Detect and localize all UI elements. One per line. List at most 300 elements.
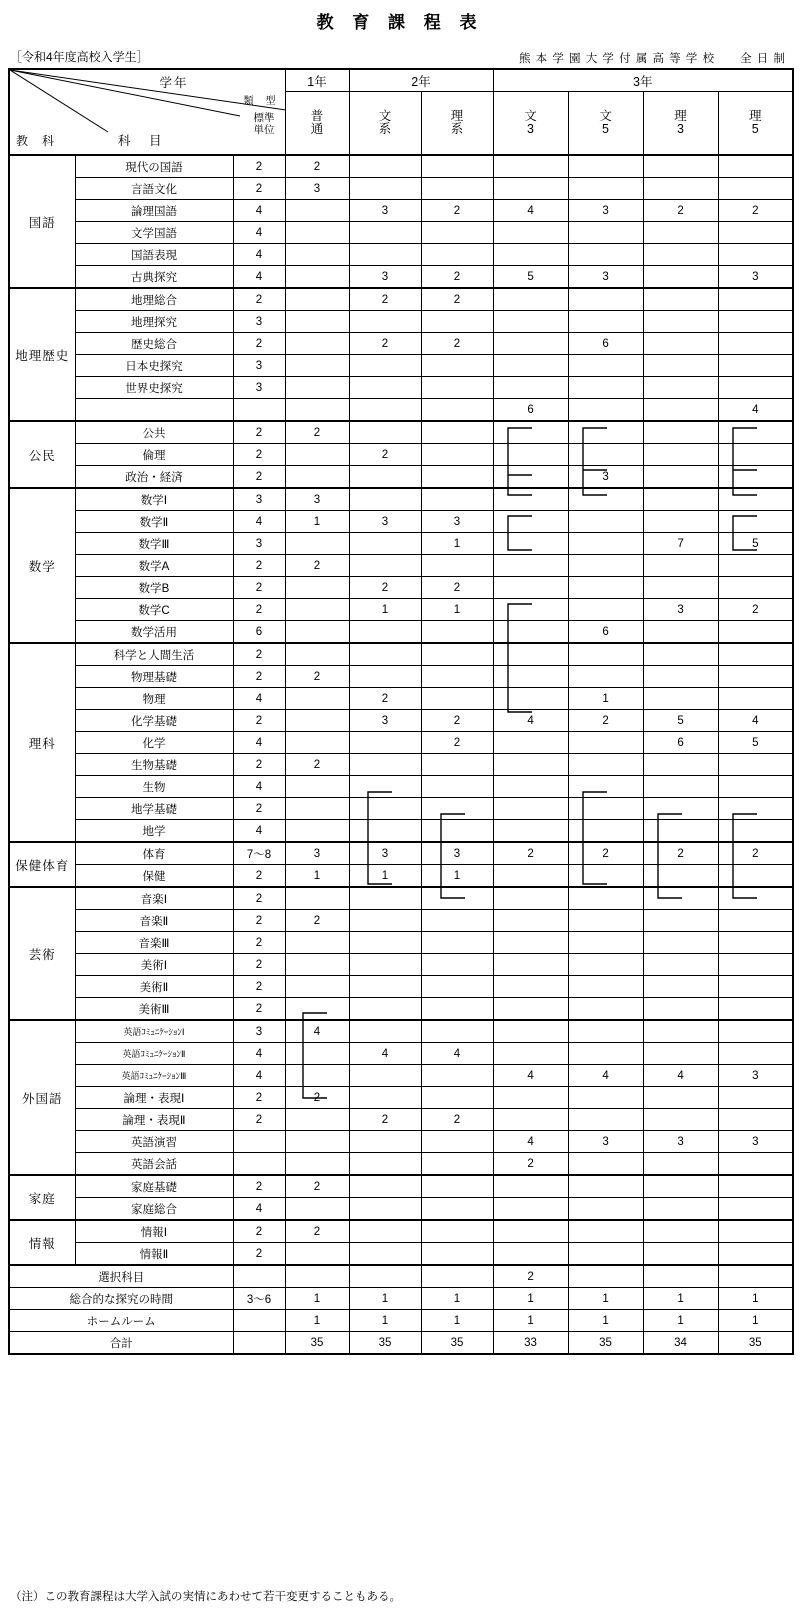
table-row [9,932,793,954]
course-header-line2: 系 [450,122,464,136]
standard-credit-cell: 2 [233,333,285,355]
credit-cell [643,820,718,843]
credit-cell [285,732,349,754]
table-row [9,710,793,732]
credit-cell [285,776,349,798]
credit-cell [493,643,568,666]
credit-cell [349,1065,421,1087]
credit-cell [349,178,421,200]
credit-cell [568,976,643,998]
standard-credit-cell: 2 [233,710,285,732]
credit-cell [349,1087,421,1109]
course-name-cell: 科学と人間生活 [75,643,233,666]
credit-cell [718,1043,793,1065]
credit-cell [493,887,568,910]
credit-cell [421,754,493,776]
credit-cell [349,776,421,798]
credit-cell [285,643,349,666]
credit-cell [285,444,349,466]
table-row [9,754,793,776]
credit-cell: 2 [349,1109,421,1131]
course-name-cell: 保健 [75,865,233,888]
credit-cell: 2 [493,1265,568,1288]
credit-cell [643,1265,718,1288]
credit-cell [643,399,718,422]
footer-label-cell: 合計 [9,1332,233,1355]
course-name-cell: 古典探究 [75,266,233,289]
credit-cell [421,688,493,710]
table-row [9,511,793,533]
credit-cell: 2 [718,200,793,222]
credit-cell [568,998,643,1021]
credit-cell: 2 [285,666,349,688]
standard-credit-cell: 2 [233,932,285,954]
credit-cell [568,178,643,200]
standard-credit-cell: 3 [233,1020,285,1043]
credit-cell: 1 [349,1288,421,1310]
credit-cell: 35 [568,1332,643,1355]
credit-cell [349,155,421,178]
credit-cell: 4 [718,399,793,422]
table-row [9,643,793,666]
credit-cell [349,1175,421,1198]
credit-cell [718,932,793,954]
credit-cell [493,599,568,621]
credit-cell [718,222,793,244]
table-row [9,1065,793,1087]
credit-cell: 1 [285,511,349,533]
table-row [9,865,793,888]
credit-cell [568,355,643,377]
credit-cell [568,311,643,333]
table-row [9,444,793,466]
credit-cell [718,865,793,888]
credit-cell [349,887,421,910]
credit-cell: 35 [421,1332,493,1355]
credit-cell [643,333,718,355]
course-name-cell: 地理総合 [75,288,233,311]
credit-cell [718,798,793,820]
credit-cell [643,444,718,466]
credit-cell: 2 [421,333,493,355]
credit-cell [643,555,718,577]
credit-cell [349,1153,421,1176]
credit-cell [285,1109,349,1131]
credit-cell [493,754,568,776]
credit-cell [349,1220,421,1243]
course-name-cell: 現代の国語 [75,155,233,178]
credit-cell [349,244,421,266]
subject-cell: 情報 [9,1220,75,1265]
credit-cell [285,599,349,621]
course-header [643,92,718,156]
standard-credit-cell: 3 [233,377,285,399]
credit-cell: 2 [421,577,493,599]
credit-cell [718,311,793,333]
credit-cell [568,1243,643,1266]
standard-credit-cell: 3 [233,355,285,377]
table-row [9,1332,793,1355]
table-row [9,1265,793,1288]
credit-cell: 2 [643,842,718,865]
credit-cell: 3 [718,1065,793,1087]
credit-cell [643,421,718,444]
credit-cell [493,1243,568,1266]
credit-cell: 1 [421,1310,493,1332]
credit-cell [718,910,793,932]
credit-cell [643,621,718,644]
credit-cell [718,820,793,843]
course-header-line1: 文 [524,108,537,123]
standard-credit-cell: 2 [233,1109,285,1131]
credit-cell: 2 [643,200,718,222]
credit-cell [493,954,568,976]
credit-cell [285,1043,349,1065]
credit-cell [421,621,493,644]
standard-credit-cell: 4 [233,1065,285,1087]
course-name-cell: 家庭基礎 [75,1175,233,1198]
footer-label-cell: ホームルーム [9,1310,233,1332]
standard-credit-cell [233,1265,285,1288]
credit-cell: 1 [285,1310,349,1332]
credit-cell [643,311,718,333]
credit-cell: 2 [421,266,493,289]
credit-cell: 1 [493,1310,568,1332]
credit-cell [421,776,493,798]
credit-cell [643,577,718,599]
header-row-year [9,69,793,92]
credit-cell [285,466,349,489]
credit-cell [349,820,421,843]
credit-cell [718,666,793,688]
credit-cell [568,910,643,932]
course-name-cell: 物理 [75,688,233,710]
table-row [9,200,793,222]
credit-cell: 2 [421,710,493,732]
credit-cell [643,932,718,954]
credit-cell [718,333,793,355]
standard-credit-cell: 4 [233,688,285,710]
credit-cell [421,1243,493,1266]
credit-cell [643,377,718,399]
table-row [9,998,793,1021]
standard-credit-cell: 2 [233,865,285,888]
credit-cell [285,333,349,355]
table-row [9,466,793,489]
credit-cell [285,710,349,732]
credit-cell [493,688,568,710]
standard-credit-cell: 2 [233,1087,285,1109]
credit-cell [568,288,643,311]
credit-cell [349,1131,421,1153]
credit-cell [493,621,568,644]
credit-cell: 2 [285,910,349,932]
credit-cell [643,178,718,200]
credit-cell: 6 [568,621,643,644]
credit-cell: 7 [643,533,718,555]
credit-cell [421,222,493,244]
credit-cell: 3 [349,200,421,222]
credit-cell [643,466,718,489]
credit-cell [421,466,493,489]
table-row [9,555,793,577]
credit-cell: 2 [349,444,421,466]
credit-cell [718,621,793,644]
credit-cell [349,932,421,954]
credit-cell [643,1153,718,1176]
credit-cell [285,266,349,289]
credit-cell [421,1265,493,1288]
credit-cell [568,798,643,820]
credit-cell [349,311,421,333]
year-header: 1年 [285,69,349,92]
standard-credit-cell: 2 [233,555,285,577]
credit-cell [568,1265,643,1288]
credit-cell [718,377,793,399]
credit-cell: 4 [568,1065,643,1087]
standard-credit-cell: 3 [233,533,285,555]
course-name-cell: 情報Ⅱ [75,1243,233,1266]
course-header [285,92,349,156]
table-row [9,355,793,377]
credit-cell [421,798,493,820]
credit-cell: 4 [493,710,568,732]
course-name-cell: 美術Ⅲ [75,998,233,1021]
credit-cell [568,1175,643,1198]
credit-cell [493,222,568,244]
credit-cell [421,666,493,688]
credit-cell [643,155,718,178]
course-name-cell: 数学C [75,599,233,621]
credit-cell [349,666,421,688]
credit-cell [285,1198,349,1221]
credit-cell: 2 [349,333,421,355]
credit-cell [285,222,349,244]
credit-cell [568,511,643,533]
subject-cell: 外国語 [9,1020,75,1175]
credit-cell [718,887,793,910]
credit-cell [718,244,793,266]
credit-cell: 2 [349,688,421,710]
course-name-cell: 地学基礎 [75,798,233,820]
credit-cell [285,954,349,976]
table-row [9,1020,793,1043]
table-row [9,533,793,555]
credit-cell [285,577,349,599]
table-row [9,1175,793,1198]
standard-credit-cell: 4 [233,266,285,289]
credit-cell [643,910,718,932]
credit-cell [493,311,568,333]
credit-cell: 3 [568,266,643,289]
credit-cell [349,421,421,444]
standard-credit-cell: 4 [233,1043,285,1065]
credit-cell: 33 [493,1332,568,1355]
standard-credit-cell: 2 [233,1220,285,1243]
credit-cell [493,820,568,843]
credit-cell [349,1243,421,1266]
subject-cell: 理科 [9,643,75,842]
course-name-cell: 公共 [75,421,233,444]
credit-cell [568,1220,643,1243]
credit-cell [643,976,718,998]
credit-cell: 1 [421,533,493,555]
credit-cell [421,1020,493,1043]
credit-cell: 1 [421,1288,493,1310]
credit-cell: 3 [285,842,349,865]
credit-cell: 2 [285,555,349,577]
subject-cell: 公民 [9,421,75,488]
credit-cell: 2 [285,1087,349,1109]
standard-credit-cell: 2 [233,998,285,1021]
credit-cell: 3 [718,266,793,289]
credit-cell [285,377,349,399]
subject-cell: 国語 [9,155,75,288]
credit-cell [349,377,421,399]
credit-cell [493,1043,568,1065]
credit-cell [568,533,643,555]
standard-credit-cell: 2 [233,577,285,599]
credit-cell [493,865,568,888]
course-name-cell: 倫理 [75,444,233,466]
course-name-cell: 論理・表現Ⅰ [75,1087,233,1109]
credit-cell [493,1020,568,1043]
credit-cell [568,377,643,399]
standard-credit-cell: 4 [233,732,285,754]
course-name-cell: 英語会話 [75,1153,233,1176]
corner-label-kamoku: 科 目 [118,134,165,148]
credit-cell [493,555,568,577]
credit-cell [718,998,793,1021]
course-name-cell: 数学Ⅲ [75,533,233,555]
credit-cell [493,421,568,444]
credit-cell [421,244,493,266]
standard-credit-cell [233,1332,285,1355]
standard-credit-cell: 4 [233,222,285,244]
standard-credit-cell: 2 [233,1243,285,1266]
credit-cell [568,1043,643,1065]
standard-credit-cell: 2 [233,976,285,998]
course-name-cell: 数学A [75,555,233,577]
course-name-cell: 世界史探究 [75,377,233,399]
course-name-cell: 論理・表現Ⅱ [75,1109,233,1131]
credit-cell [493,333,568,355]
credit-cell: 3 [568,466,643,489]
credit-cell [421,1175,493,1198]
credit-cell [349,1020,421,1043]
credit-cell [718,155,793,178]
credit-cell: 1 [643,1288,718,1310]
standard-credit-cell: 2 [233,666,285,688]
credit-cell: 2 [285,155,349,178]
credit-cell: 3 [718,1131,793,1153]
course-name-cell: 政治・経済 [75,466,233,489]
credit-cell: 2 [421,288,493,311]
credit-cell [568,444,643,466]
corner-tani-line1: 標準 [253,112,275,124]
credit-cell: 1 [421,865,493,888]
credit-cell [421,643,493,666]
course-name-cell: 音楽Ⅱ [75,910,233,932]
footer-label-cell: 選択科目 [9,1265,233,1288]
credit-cell: 3 [568,200,643,222]
credit-cell: 4 [718,710,793,732]
credit-cell: 3 [285,178,349,200]
course-header [568,92,643,156]
subject-cell: 保健体育 [9,842,75,887]
table-row [9,666,793,688]
credit-cell [493,732,568,754]
standard-credit-cell: 2 [233,155,285,178]
credit-cell [568,887,643,910]
table-row [9,333,793,355]
credit-cell [349,910,421,932]
subject-cell: 地理歴史 [9,288,75,421]
credit-cell [568,488,643,511]
credit-cell [493,244,568,266]
credit-cell: 2 [349,288,421,311]
table-row [9,820,793,843]
credit-cell [349,466,421,489]
credit-cell [718,1265,793,1288]
year-header: 2年 [349,69,493,92]
credit-cell [421,444,493,466]
course-name-cell: 日本史探究 [75,355,233,377]
standard-credit-cell [233,1310,285,1332]
credit-cell [643,1109,718,1131]
course-header-line1: 文 [378,108,392,123]
table-row [9,776,793,798]
curriculum-table [8,68,794,1355]
credit-cell [421,1198,493,1221]
credit-cell [285,820,349,843]
credit-cell [643,954,718,976]
course-name-cell: 数学活用 [75,621,233,644]
credit-cell [493,666,568,688]
credit-cell [568,555,643,577]
credit-cell [349,355,421,377]
table-row [9,1198,793,1221]
credit-cell: 2 [285,1175,349,1198]
credit-cell [718,355,793,377]
credit-cell [421,932,493,954]
table-row [9,488,793,511]
credit-cell: 1 [643,1310,718,1332]
credit-cell: 2 [493,1153,568,1176]
credit-cell [718,444,793,466]
credit-cell [421,377,493,399]
standard-credit-cell: 2 [233,421,285,444]
credit-cell [493,288,568,311]
course-header-line1: 文 [599,108,612,123]
course-header [718,92,793,156]
course-name-cell: 美術Ⅱ [75,976,233,998]
credit-cell: 5 [718,732,793,754]
credit-cell [718,466,793,489]
subject-cell: 数学 [9,488,75,643]
credit-cell [718,954,793,976]
credit-cell [718,1220,793,1243]
course-name-cell: 音楽Ⅰ [75,887,233,910]
table-row [9,599,793,621]
table-row [9,377,793,399]
credit-cell [643,288,718,311]
credit-cell [643,1198,718,1221]
credit-cell [718,178,793,200]
course-name-cell: 論理国語 [75,200,233,222]
standard-credit-cell: 4 [233,244,285,266]
course-name-cell: 数学Ⅱ [75,511,233,533]
